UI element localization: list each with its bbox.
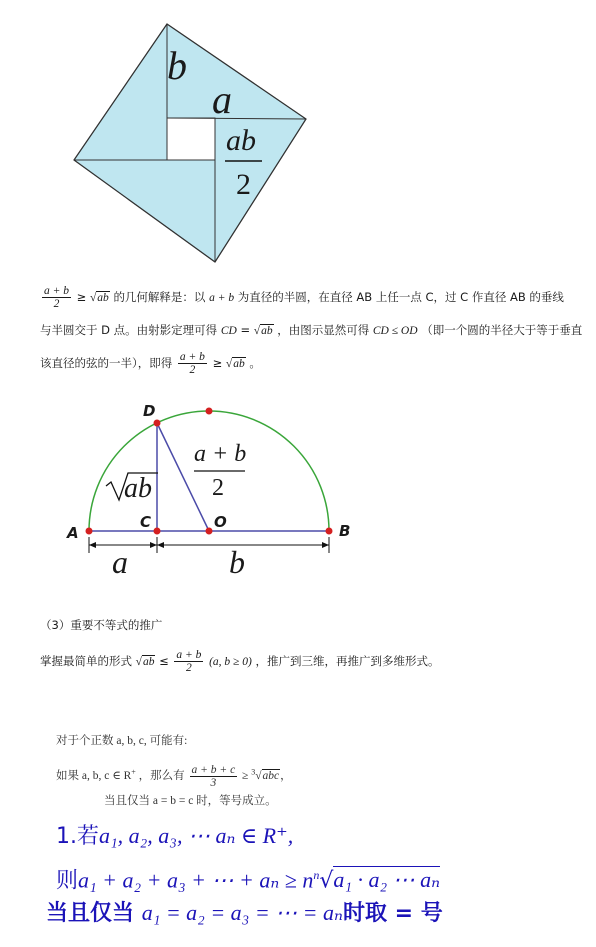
segment-label-b: b — [229, 544, 245, 580]
point-o-label: O — [214, 513, 227, 531]
scan-line-1: 对于个正数 a, b, c, 可能有: — [56, 735, 188, 747]
point-b-label: B — [339, 522, 351, 540]
general-line-1: 1.若a₁, a₂, a₃, ⋯ aₙ ∈ R⁺, — [56, 823, 294, 849]
scan-line-3: 当且仅当 a = b = c 时，等号成立。 — [104, 795, 277, 807]
point-a-label: A — [67, 524, 79, 542]
radius-label-numerator: a + b — [194, 441, 247, 467]
point-b-marker — [326, 528, 333, 535]
section-3-line: 掌握最简单的形式 √ab ≤ $\frac{a + b}{2}$ (a, b ≥ 0) ，推广到三维，再推广到多维形式。 — [40, 649, 440, 674]
square-label-a: a — [212, 77, 232, 122]
point-o-marker — [206, 528, 213, 535]
paragraph-line-3: 该直径的弦的一半），即得 $\frac{a + b}{2}$ ≥ √ab 。 — [40, 351, 261, 376]
paragraph-line-2: 与半圆交于 D 点。由射影定理可得 CD = √ab ，由图示显然可得 CD ≤ OD （即一个圆的半径大于等于垂直 — [40, 323, 583, 337]
sqrt-ab-label: ab — [124, 473, 152, 504]
scan-line-2: 如果 a, b, c ∈ R+ ，那么有 $\frac{a + b + c}{3}$ ≥ $^3$√abc， — [56, 764, 292, 789]
arc-top-marker — [206, 408, 213, 415]
point-c-label: C — [140, 513, 152, 531]
paragraph-line-1: $\frac{a + b}{2}$ ≥ √ab 的几何解释是：以 a + b 为直径的半圆，在直径 AB 上任一点 C，过 C 作直径 AB 的垂线 — [44, 285, 564, 310]
section-3-heading: （3）重要不等式的推广 — [40, 618, 163, 632]
paragraph-text: 的几何解释是：以 — [113, 290, 206, 304]
square-label-b: b — [167, 43, 187, 88]
radius-label-denominator: 2 — [212, 475, 224, 501]
general-line-2: 则a₁ + a₂ + a₃ + ⋯ + $a_n \ge n^n√a_1 \cdot a_2$ ⋯ aₙ — [56, 867, 441, 894]
point-d-label: D — [143, 402, 156, 420]
general-line-3: 当且仅当 a₁ = a₂ = a₃ = ⋯ = aₙ时取 = 号 — [46, 900, 443, 926]
square-label-ab: ab — [226, 124, 256, 157]
point-c-marker — [154, 528, 161, 535]
fraction-a-plus-b-over-2: $\frac{a + b}{2}$ — [44, 285, 70, 310]
segment-label-a: a — [112, 544, 128, 580]
square-label-2: 2 — [236, 168, 251, 201]
point-d-marker — [154, 420, 161, 427]
point-a-marker — [86, 528, 93, 535]
